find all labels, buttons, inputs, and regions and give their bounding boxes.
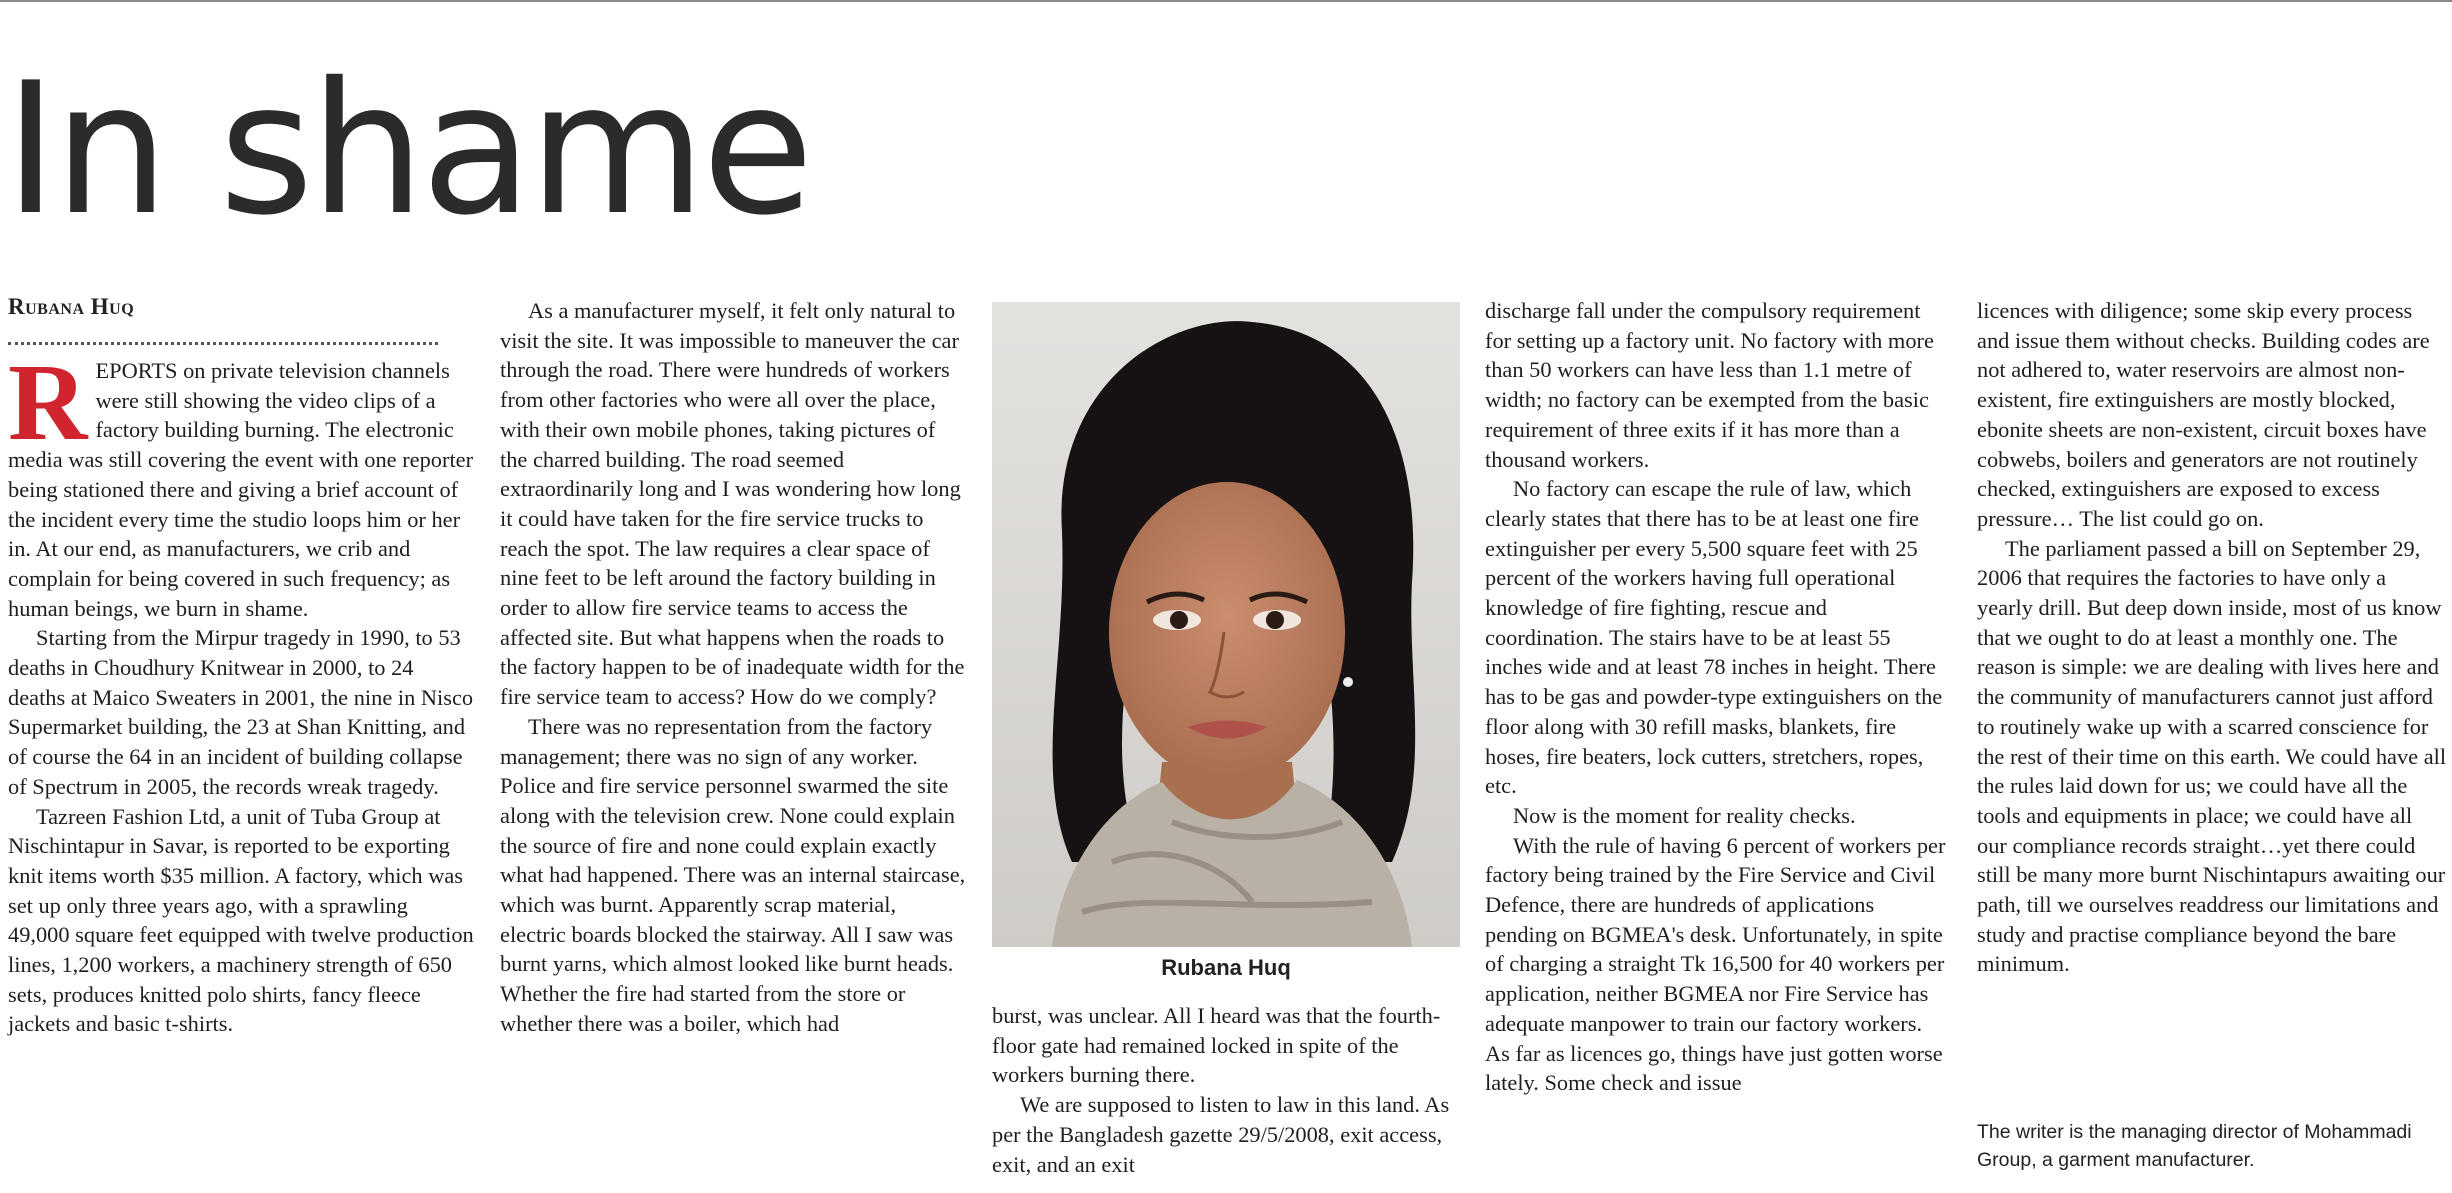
top-rule bbox=[0, 0, 2452, 2]
article-column-3 bbox=[992, 1001, 1458, 1179]
paragraph-8: discharge fall under the compulsory requirement for setting up a factory unit. No factory with more than 50 workers can have less than 1.1 metre of width; no factory can be exempted from the basic requirement of three exits if it has more than a thousand workers. bbox=[1485, 298, 1934, 472]
photo-caption: Rubana Huq bbox=[1161, 955, 1291, 980]
headline: In shame bbox=[4, 43, 810, 255]
paragraph-10: Now is the moment for reality checks. bbox=[1513, 802, 1856, 828]
paragraph-9: No factory can escape the rule of law, which clearly states that there has to be at least one fire extinguisher per every 5,500 square feet with 25 percent of the workers having full operational knowledge of fire fighting, rescue and coordination. The stairs have to be at least 55 inches wide and at least 78 inches in height. There has to be gas and powder-type extinguishers on the floor along with 30 refill masks, blankets, fire hoses, fire beaters, lock cutters, stretchers, ropes, etc. bbox=[1485, 476, 1943, 799]
article-column-1 bbox=[8, 341, 474, 1039]
paragraph-2: Starting from the Mirpur tragedy in 1990, to 53 deaths in Choudhury Knitwear in 2000, to 24 deaths at Maico Sweaters in 2001, the nine in Nisco Supermarket building, the 23 at Shan Knitting, and of course the 64 in an incident of building collapse of Spectrum in 2005, the records wreak tragedy. bbox=[8, 625, 474, 799]
paragraph-13: The parliament passed a bill on September 29, 2006 that requires the factories to have only a yearly drill. But deep down inside, most of us know that we ought to do at least a monthly one. The reason is simple: we are dealing with lives here and the community of manufacturers cannot just afford to routinely wake up with a scarred conscience for the rest of their time on this earth. We could have all the rules laid down for us; we could have all the tools and equipments in place; we could have all our compliance records straight…yet there could still be many more burnt Nischintapurs awaiting our path, till we ourselves readdress our limitations and study and practise compliance beyond the bare minimum. bbox=[1977, 535, 2447, 977]
author-photo bbox=[992, 302, 1460, 947]
paragraph-12: licences with diligence; some skip every process and issue them without checks. Building codes are not adhered to, water reservoirs are almost non-existent, fire extinguishers are mostly blocked, ebonite sheets are non-existent, circuit boxes have cobwebs, boilers and generators are not routinely checked, extinguishers are exposed to excess pressure… The list could go on. bbox=[1977, 298, 2430, 531]
paragraph-1-text: EPORTS on private television channels were still showing the video clips of a factory building burning. The electronic media was still covering the event with one reporter being stationed there and giving a brief account of the incident every time the studio loops him or her in. At our end, as manufacturers, we crib and complain for being covered in such frequency; as human beings, we burn in shame. bbox=[8, 358, 474, 621]
author-portrait-illustration bbox=[992, 302, 1460, 947]
article-column-4 bbox=[1485, 296, 1951, 1098]
byline: Rubana Huq bbox=[8, 294, 135, 319]
drop-cap: R bbox=[8, 341, 88, 463]
paragraph-3: Tazreen Fashion Ltd, a unit of Tuba Group at Nischintapur in Savar, is reported to be exporting knit items worth $35 million. A factory, which was set up only three years ago, with a sprawling 49,000 square feet equipped with twelve production lines, 1,200 workers, a machinery strength of 650 sets, produces knitted polo shirts, fancy fleece jackets and basic t-shirts. bbox=[8, 803, 474, 1037]
article-column-5 bbox=[1977, 296, 2447, 979]
paragraph-11: With the rule of having 6 percent of workers per factory being trained by the Fire Service and Civil Defence, there are hundreds of applications pending on BGMEA's desk. Unfortunately, in spite of charging a straight Tk 16,500 for 40 workers per application, neither BGMEA nor Fire Service has adequate manpower to train our factory workers. As far as licences go, things have just gotten worse lately. Some check and issue bbox=[1485, 832, 1946, 1096]
paragraph-6: burst, was unclear. All I heard was that the fourth-floor gate had remained locked in spite of the workers burning there. bbox=[992, 1003, 1441, 1088]
paragraph-4: As a manufacturer myself, it felt only natural to visit the site. It was impossible to maneuver the car through the road. There were hundreds of workers from other factories who were all over the place, with their own mobile phones, taking pictures of the charred building. The road seemed extraordinarily long and I was wondering how long it could have taken for the fire service trucks to reach the spot. The law requires a clear space of nine feet to be left around the factory building in order to allow fire service teams to access the affected site. But what happens when the roads to the factory happen to be of inadequate width for the fire service team to access? How do we comply? bbox=[500, 298, 965, 710]
article-column-2 bbox=[500, 296, 966, 1039]
paragraph-5: There was no representation from the factory management; there was no sign of any worker. Police and fire service personnel swarmed the site along with the television crew. None could explain the source of fire and none could explain exactly what had happened. There was an internal staircase, which was burnt. Apparently scrap material, electric boards blocked the stairway. All I saw was burnt yarns, which almost looked like burnt heads. Whether the fire had started from the store or whether there was a boiler, which had bbox=[500, 713, 966, 1036]
paragraph-7: We are supposed to listen to law in this land. As per the Bangladesh gazette 29/5/2008, exit access, exit, and an exit bbox=[992, 1092, 1450, 1177]
author-footnote: The writer is the managing director of Mohammadi Group, a garment manufacturer. bbox=[1977, 1121, 2412, 1171]
paragraph-1 bbox=[8, 341, 474, 623]
